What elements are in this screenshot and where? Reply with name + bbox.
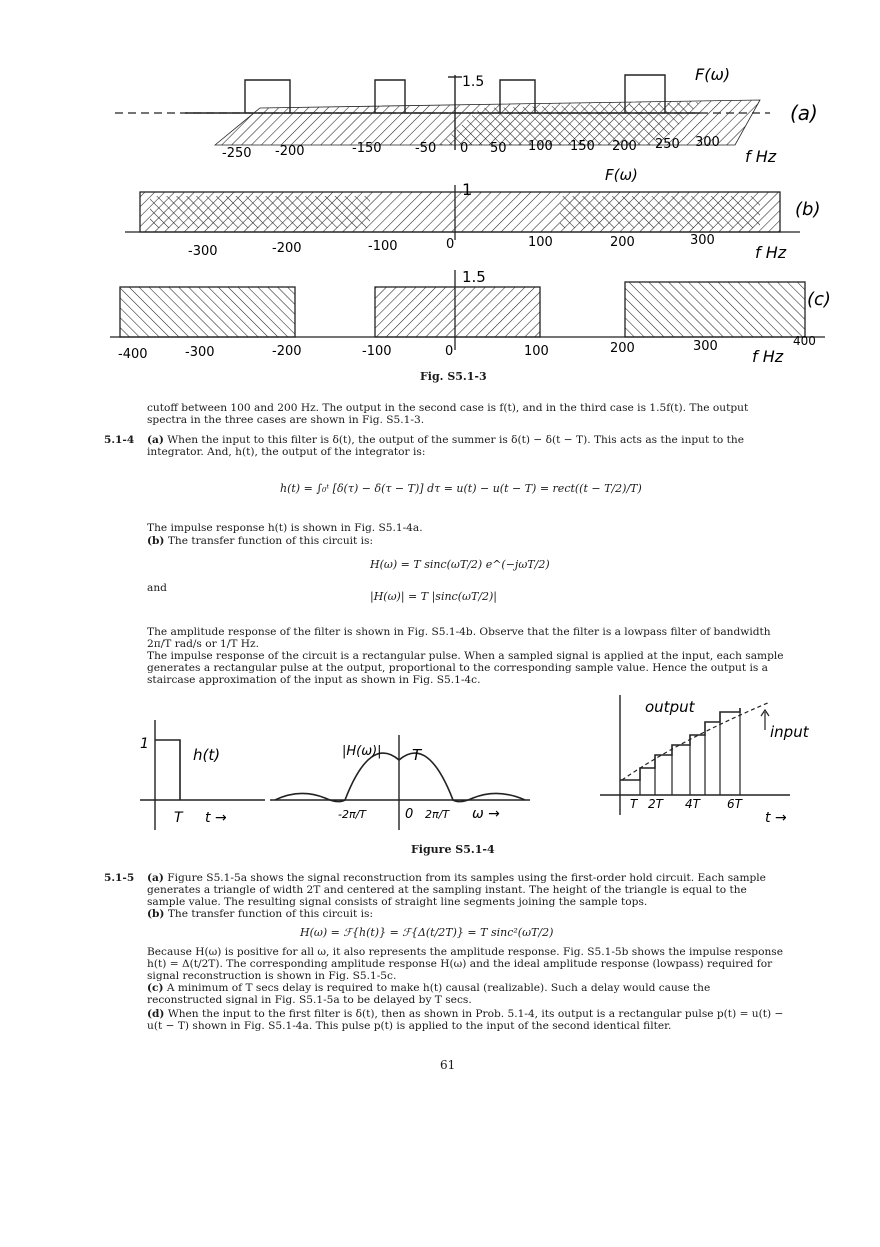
p515-equation-H: H(ω) = ℱ{h(t)} = ℱ{Δ(t/2T)} = T sinc²(ωT/2) xyxy=(300,926,554,939)
subfig-c-staircase xyxy=(600,695,810,826)
Hw-neg-tick: -2π/T xyxy=(338,808,367,821)
tick-a-3: -50 xyxy=(415,141,437,156)
rect-pulse xyxy=(155,740,180,800)
stair-tick-2: 4T xyxy=(685,797,700,811)
tick-a-7: 150 xyxy=(570,139,595,154)
problem-515-part-a xyxy=(147,872,787,908)
stair-tick-1: 2T xyxy=(648,797,663,811)
tick-c-3: -100 xyxy=(362,344,392,359)
ht-label: h(t) xyxy=(193,746,221,764)
output-label: output xyxy=(645,698,695,716)
Hw-pos-tick: 2π/T xyxy=(425,808,450,821)
tick-a-6: 100 xyxy=(528,139,553,154)
fig-s5-1-3-caption: Fig. S5.1-3 xyxy=(420,370,487,383)
panel-label-b: (b) xyxy=(795,199,821,220)
panel-label-c: (c) xyxy=(807,289,831,310)
tick-c-2: -200 xyxy=(272,344,302,359)
p515-part-d-label: (d) xyxy=(147,1008,165,1020)
tick-a-1: -200 xyxy=(275,144,305,159)
p515-part-c-text: A minimum of T secs delay is required to make h(t) causal (realizable). Such a delay would cause the reconstructed signal in Fig. S5.1-5a to be delayed by T secs. xyxy=(147,982,711,1006)
problem-515-part-c xyxy=(147,982,787,1006)
p515-part-b-label: (b) xyxy=(147,908,165,920)
block-c-mid xyxy=(375,287,540,337)
equation-absH: |H(ω)| = T |sinc(ωT/2)| xyxy=(370,590,498,603)
panel-b xyxy=(125,166,820,262)
block-c-right xyxy=(625,282,805,337)
tick-a-0: -250 xyxy=(222,146,252,161)
spectrum-label-a: F(ω) xyxy=(695,65,731,84)
Hw-zero: 0 xyxy=(405,807,414,822)
axis-unit-c: f Hz xyxy=(752,347,784,366)
p515-part-a-text: Figure S5.1-5a shows the signal reconstruction from its samples using the first-order hold circuit. Each sample generates a triangle of width 2T and centered at the sampling instant. The height of the triangle is equal to the sample value. The resulting signal consists of straight line segments joining the sample tops. xyxy=(147,872,766,908)
part-b-label: (b) xyxy=(147,535,165,547)
tick-b-4: 100 xyxy=(528,235,553,250)
tick-b-5: 200 xyxy=(610,235,635,250)
tick-b-3: 0 xyxy=(446,237,455,252)
p515-part-c-label: (c) xyxy=(147,982,164,994)
tick-c-7: 300 xyxy=(693,339,718,354)
axis-unit-b: f Hz xyxy=(755,243,787,262)
continuation-text: cutoff between 100 and 200 Hz. The output in the second case is f(t), and in the third case is 1.5f(t). The output spectra in the three cases are shown in Fig. S5.1-3. xyxy=(147,402,749,426)
page-number: 61 xyxy=(440,1058,456,1072)
tick-a-8: 200 xyxy=(612,139,637,154)
tick-c-8: 400 xyxy=(793,334,816,348)
equation-h: h(t) = ∫₀ᵗ [δ(τ) − δ(τ − T)] dτ = u(t) − u(t − T) = rect((t − T/2)/T) xyxy=(280,482,642,495)
tick-c-1: -300 xyxy=(185,345,215,360)
part-a-label: (a) xyxy=(147,434,164,446)
peak-a: 1.5 xyxy=(462,74,485,90)
impulse-staircase-text: The impulse response of the circuit is a rectangular pulse. When a sampled signal is applied at the input, each sample generates a rectangular pulse at the output, proportional to the corresponding sample value. Hence the output is a staircase approximation of the input as shown in Fig. S5.1-4c. xyxy=(147,650,784,686)
tick-c-4: 0 xyxy=(445,344,454,359)
figure-s5-1-4 xyxy=(0,690,880,840)
stair-axis: t → xyxy=(765,810,787,826)
tick-c-6: 200 xyxy=(610,341,635,356)
subfig-a-ht xyxy=(140,720,265,830)
amplitude-response-text: The amplitude response of the filter is shown in Fig. S5.1-4b. Observe that the filter is a lowpass filter of bandwidth 2π/T rad/s or 1/T Hz. xyxy=(147,626,771,650)
Hw-axis: ω → xyxy=(472,806,500,822)
block-c-left xyxy=(120,287,295,337)
peak-b: 1 xyxy=(462,180,473,199)
problem-515-part-b xyxy=(147,908,787,920)
tick-b-2: -100 xyxy=(368,239,398,254)
tick-a-5: 50 xyxy=(490,141,507,156)
input-label: input xyxy=(770,723,809,741)
tick-c-0: -400 xyxy=(118,347,148,362)
Hw-label: |H(ω)| xyxy=(342,744,382,759)
impulse-response-text: The impulse response h(t) is shown in Fig. S5.1-4a. xyxy=(147,522,423,534)
panel-c xyxy=(110,268,831,366)
tick-a-4: 0 xyxy=(460,141,469,156)
tick-b-6: 300 xyxy=(690,233,715,248)
stair-tick-3: 6T xyxy=(727,797,742,811)
ht-t-tick: T xyxy=(174,810,183,826)
problem-514-part-b xyxy=(147,535,787,547)
stair-tick-0: T xyxy=(630,797,638,811)
ht-amp: 1 xyxy=(140,736,149,752)
p515-part-d-text: When the input to the first filter is δ(t), then as shown in Prob. 5.1-4, its output is a rectangular pulse p(t) = u(t) − u(t − T) shown in Fig. S5.1-4a. This pulse p(t) is applied to the input of the second identical filter. xyxy=(147,1008,784,1032)
Hw-peak: T xyxy=(412,746,422,764)
and-word: and xyxy=(147,582,167,594)
subfig-b-Hw xyxy=(270,735,530,830)
part-a-text: When the input to this filter is δ(t), the output of the summer is δ(t) − δ(t − T). This acts as the input to the integrator. And, h(t), the output of the integrator is: xyxy=(147,434,744,458)
axis-unit-a: f Hz xyxy=(745,147,777,166)
part-b-text: The transfer function of this circuit is: xyxy=(167,535,374,547)
spectrum-label-b: F(ω) xyxy=(605,166,638,184)
peak-c: 1.5 xyxy=(462,268,486,286)
fig-s5-1-4-caption: Figure S5.1-4 xyxy=(411,843,495,856)
problem-number-5-1-4: 5.1-4 xyxy=(104,434,135,446)
staircase xyxy=(620,708,740,780)
tick-a-9: 250 xyxy=(655,137,680,152)
tick-b-0: -300 xyxy=(188,244,218,259)
problem-number-5-1-5: 5.1-5 xyxy=(104,872,135,884)
problem-514-part-a xyxy=(147,434,787,458)
tick-c-5: 100 xyxy=(524,344,549,359)
p515-part-b-text: The transfer function of this circuit is: xyxy=(167,908,374,920)
tick-b-1: -200 xyxy=(272,241,302,256)
ht-axis: t → xyxy=(205,810,227,826)
equation-H: H(ω) = T sinc(ωT/2) e^(−jωT/2) xyxy=(370,558,550,571)
p515-part-a-label: (a) xyxy=(147,872,164,884)
panel-label-a: (a) xyxy=(790,101,818,125)
sinc-curve xyxy=(275,753,525,802)
figure-s5-1-3 xyxy=(0,0,880,400)
panel-a xyxy=(115,65,818,166)
tick-a-2: -150 xyxy=(352,141,382,156)
p515-because-text: Because H(ω) is positive for all ω, it also represents the amplitude response. Fig. S5.1-5b shows the impulse response h(t) = Δ(t/2T). The corresponding amplitude response H(ω) and the ideal amplitude response (lowpass) required for signal reconstruction is shown in Fig. S5.1-5c. xyxy=(147,946,783,982)
problem-515-part-d xyxy=(147,1008,787,1032)
tick-a-10: 300 xyxy=(695,135,720,150)
